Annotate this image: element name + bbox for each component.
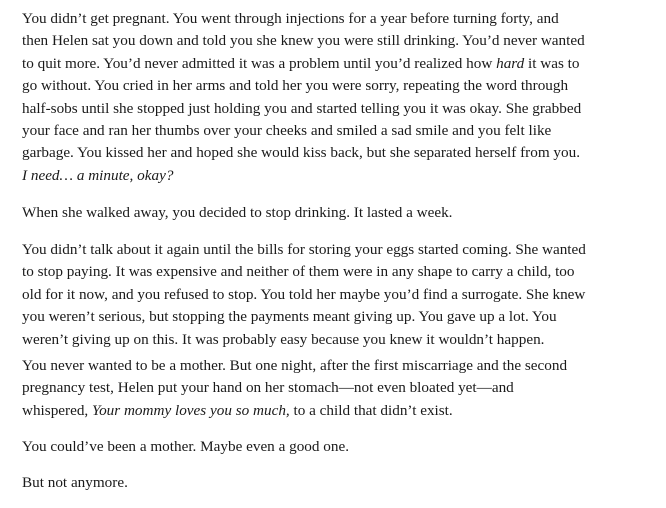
- text-line: then Helen sat you down and told you she knew you were still drinking. You’d never wanted: [22, 32, 585, 50]
- text-line: [22, 165, 662, 187]
- text-line: You didn’t talk about it again until the bills for storing your eggs started coming. She wanted: [22, 241, 586, 258]
- text-line: weren’t giving up on this. It was probably easy because you knew it wouldn’t happen.: [22, 330, 545, 348]
- text-line: You never wanted to be a mother. But one night, after the first miscarriage and the second: [22, 357, 568, 374]
- text-line: whispered, Your mommy loves you so much, to a child that didn’t exist.: [22, 401, 453, 419]
- text-line: You didn’t get pregnant. You went through injections for a year before turning forty, and: [22, 10, 559, 27]
- text-line: to quit more. You’d never admitted it was a problem until you’d realized how hard it was to: [22, 54, 580, 72]
- text-line: go without. You cried in her arms and told her you were sorry, repeating the word through: [22, 77, 569, 95]
- text-line: garbage. You kissed her and hoped she would kiss back, but she separated herself from you.: [22, 144, 581, 162]
- text-line: your face and ran her thumbs over your cheeks and smiled a sad smile and you felt like: [22, 122, 552, 140]
- text-line: But not anymore.: [22, 474, 128, 491]
- text-line: you weren’t serious, but stopping the payments meant giving up. You gave up a lot. You: [22, 308, 557, 326]
- emphasis-text: I need… a minute, okay?: [22, 166, 174, 184]
- emphasis-text: Your mommy loves you so much,: [92, 401, 290, 419]
- paragraph-6: [22, 472, 662, 494]
- text-line: old for it now, and you refused to stop. You told her maybe you’d find a surrogate. She knew: [22, 285, 586, 303]
- text-line: pregnancy test, Helen put your hand on her stomach—not even bloated yet—and: [22, 379, 514, 397]
- emphasis-text: hard: [496, 54, 525, 72]
- text-line: You could’ve been a mother. Maybe even a good one.: [22, 438, 350, 455]
- text-line: to stop paying. It was expensive and neither of them were in any shape to carry a child, too: [22, 263, 575, 281]
- paragraph-1: [22, 8, 662, 187]
- paragraph-3: [22, 239, 662, 351]
- text-line: half-sobs until she stopped just holding you and started telling you it was okay. She grabbed: [22, 99, 582, 117]
- paragraph-4: [22, 355, 662, 422]
- paragraph-5: [22, 436, 662, 458]
- paragraph-2: [22, 202, 662, 224]
- text-line: When she walked away, you decided to stop drinking. It lasted a week.: [22, 204, 453, 221]
